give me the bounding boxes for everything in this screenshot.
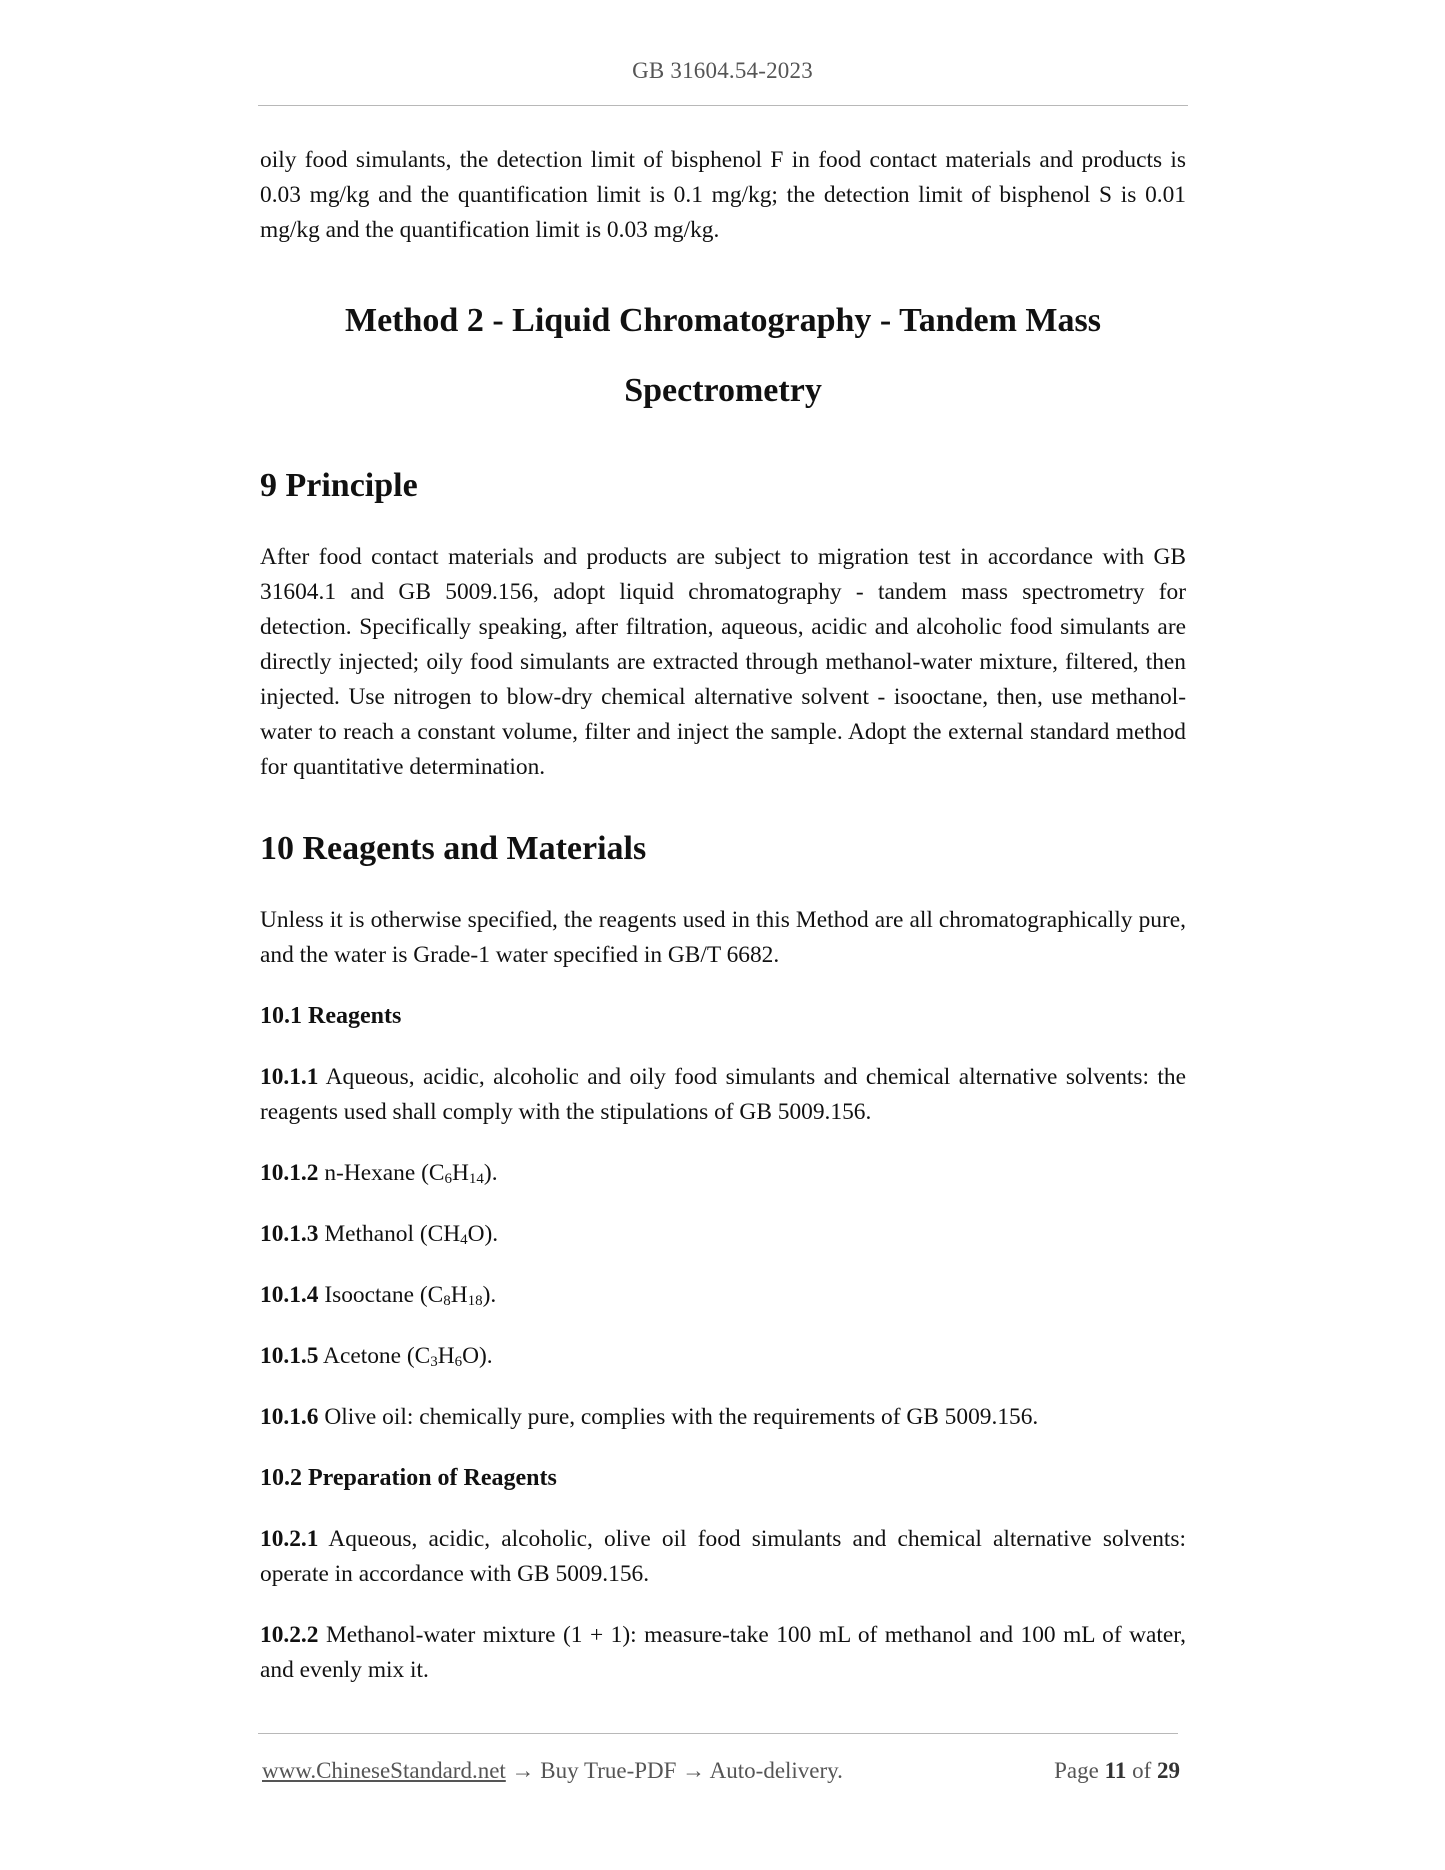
page-content (260, 143, 1186, 1714)
clause-text: Methanol (CH (324, 1221, 461, 1247)
subscript: 8 (443, 1293, 451, 1309)
clause-text: H (450, 1282, 468, 1308)
clause-text: Isooctane (C (324, 1282, 444, 1308)
section-10-body: Unless it is otherwise specified, the reagents used in this Method are all chromatographically pure, and the water is Grade-1 water specified in GB/T 6682. (260, 907, 1186, 968)
current-page-number: 11 (1104, 1758, 1127, 1783)
clause-number: 10.1.1 (260, 1064, 319, 1090)
subscript: 3 (430, 1354, 438, 1370)
subscript: 14 (468, 1171, 484, 1187)
clause-10-1-1 (260, 1060, 1186, 1130)
clause-number: 10.1.5 (260, 1343, 319, 1369)
section-9-heading: 9 Principle (260, 467, 418, 504)
clause-text: n-Hexane (C (324, 1160, 445, 1186)
clause-number: 10.1.3 (260, 1221, 319, 1247)
clause-10-2-2 (260, 1618, 1186, 1688)
site-link[interactable]: www.ChineseStandard.net (262, 1758, 506, 1783)
clause-number: 10.2.1 (260, 1526, 319, 1552)
clause-10-1-5 (260, 1339, 1186, 1374)
clause-text: Aqueous, acidic, alcoholic and oily food simulants and chemical alternative solvents: the reagents used shall comply with the stipulations of GB 5009.156. (260, 1064, 1186, 1125)
clause-10-1-4 (260, 1278, 1186, 1313)
clause-text: O). (462, 1343, 493, 1369)
subscript: 6 (444, 1171, 452, 1187)
subscript: 4 (460, 1232, 468, 1248)
page-indicator (1020, 1758, 1180, 1784)
total-pages: 29 (1157, 1758, 1180, 1783)
clause-number: 10.2.2 (260, 1622, 319, 1648)
footer-divider (258, 1733, 1178, 1734)
clause-10-1-6 (260, 1400, 1186, 1435)
subscript: 6 (454, 1354, 463, 1370)
clause-text: Methanol-water mixture (1 + 1): measure-take 100 mL of methanol and 100 mL of water, and evenly mix it. (260, 1622, 1186, 1683)
of-word: of (1132, 1758, 1152, 1783)
clause-10-2-1 (260, 1522, 1186, 1592)
clause-text: Olive oil: chemically pure, complies with the requirements of GB 5009.156. (324, 1404, 1039, 1430)
clause-number: 10.1.4 (260, 1282, 319, 1308)
header-divider (258, 105, 1188, 106)
clause-10-1-3 (260, 1217, 1186, 1252)
subscript: 18 (467, 1293, 483, 1309)
header-standard-code: GB 31604.54-2023 (632, 58, 813, 83)
page-word: Page (1054, 1758, 1099, 1783)
section-9-body: After food contact materials and products are subject to migration test in accordance with GB 31604.1 and GB 5009.156, adopt liquid chromatography - tandem mass spectrometry for detection. Specifically speaking, after filtration, aqueous, acidic and alcoholic food simulants are directly injected; oily food simulants are extracted through methanol-water mixture, filtered, then injected. Use nitrogen to blow-dry chemical alternative solvent - isooctane, then, use methanol-water to reach a constant volume, filter and inject the sample. Adopt the external standard method for quantitative determination. (260, 544, 1186, 780)
method-title: Method 2 - Liquid Chromatography - Tandem Mass Spectrometry (345, 302, 1101, 409)
clause-text: ). (482, 1282, 497, 1308)
clause-10-1-2 (260, 1156, 1186, 1191)
section-10-heading: 10 Reagents and Materials (260, 830, 647, 867)
clause-number: 10.1.6 (260, 1404, 319, 1430)
subsection-10-1-heading: 10.1 Reagents (260, 1003, 402, 1029)
clause-text: Acetone (C (323, 1343, 431, 1369)
promo-text: → Buy True-PDF → Auto-delivery. (505, 1758, 843, 1783)
clause-text: H (437, 1343, 455, 1369)
clause-text: H (452, 1160, 469, 1186)
clause-text: O). (467, 1221, 499, 1247)
clause-number: 10.1.2 (260, 1160, 319, 1186)
clause-text: Aqueous, acidic, alcoholic, olive oil food simulants and chemical alternative solvents: operate in accordance with GB 5009.156. (260, 1526, 1186, 1587)
clause-text: ). (483, 1160, 498, 1186)
subsection-10-2-heading: 10.2 Preparation of Reagents (260, 1465, 557, 1491)
footer-promo (262, 1758, 843, 1784)
intro-paragraph: oily food simulants, the detection limit of bisphenol F in food contact materials and products is 0.03 mg/kg and the quantification limit is 0.1 mg/kg; the detection limit of bisphenol S is 0.01 mg/kg and the quantification limit is 0.03 mg/kg. (260, 147, 1186, 243)
